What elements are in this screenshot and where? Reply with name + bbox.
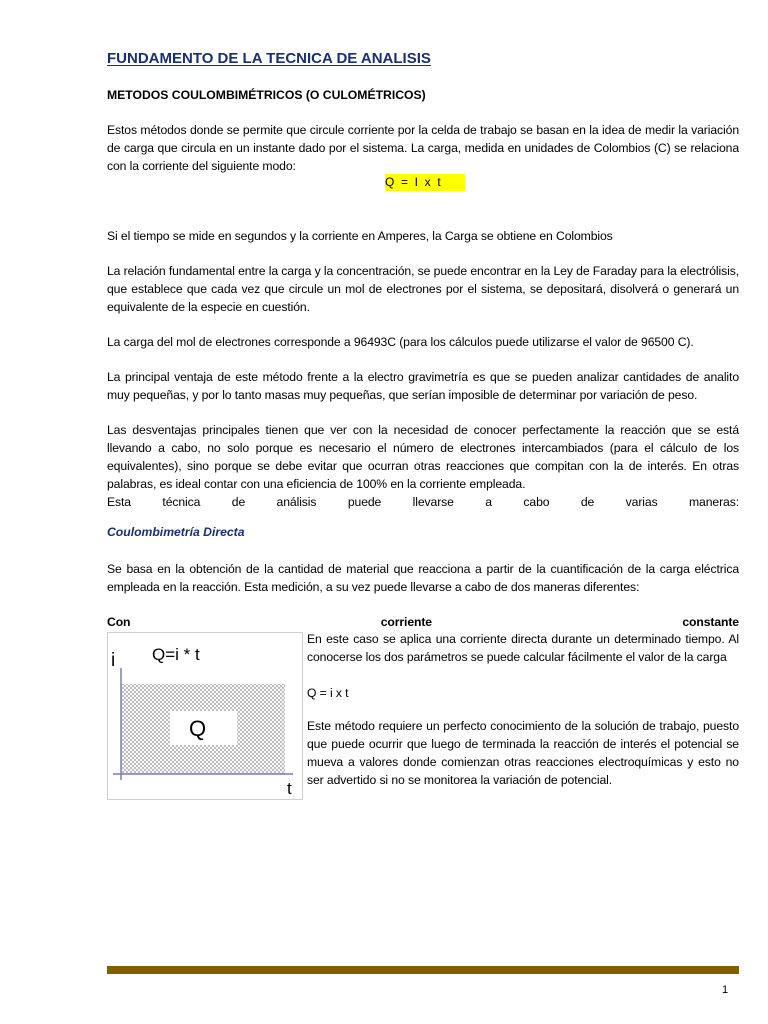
paragraph-mol-charge: La carga del mol de electrones corresponde a 96493C (para los cálculos puede utilizarse el valor de 96500 C). — [107, 335, 694, 349]
paragraph-intro: Estos métodos donde se permite que circule corriente por la celda de trabajo se basan en la idea de medir la variación de carga que circula en un instante dado por el sistema. La carga, medida en unidades de Colombios (C) se relaciona con la corriente del siguiente modo: — [107, 123, 739, 173]
paragraph-direct: Se basa en la obtención de la cantidad de material que reacciona a partir de la cuantificación de la carga eléctrica empleada en la reacción. Esta medición, a su vez puede llevarse a cabo de dos maneras diferentes: — [107, 562, 739, 594]
paragraph-disadvantages-last-line: Esta técnica de análisis puede llevarse a cabo de varias maneras: — [107, 495, 739, 509]
section-title-direct: Coulombimetría Directa — [107, 525, 245, 539]
subsection-constant-current: Con corriente constante — [107, 615, 739, 629]
paragraph-advantage: La principal ventaja de este método frente a la electro gravimetría es que se pueden analizar cantidades de analito muy pequeñas, y por lo tanto masas muy pequeñas, que serían imposible de determinar por variación de peso. — [107, 370, 739, 402]
charge-diagram — [107, 632, 303, 800]
side-formula: Q = i x t — [307, 686, 349, 700]
paragraph-requirements: Este método requiere un perfecto conocimiento de la solución de trabajo, puesto que puede ocurrir que luego de terminada la reacción de interés el potencial se mueva a valores donde comienzan otras reacciones electroquímicas y esto no ser advertido si no se monitorea la variación de potencial. — [307, 719, 739, 787]
x-axis-label: t — [287, 779, 292, 798]
footer-rule — [107, 966, 739, 974]
area-label: Q — [189, 716, 207, 741]
section-subheading: METODOS COULOMBIMÉTRICOS (O CULOMÉTRICOS) — [107, 88, 426, 102]
paragraph-constant-current: En este caso se aplica una corriente directa durante un determinado tiempo. Al conocerse los dos parámetros se puede calcular fácilmente el valor de la carga — [307, 632, 739, 664]
diagram-equation: Q=i * t — [152, 645, 200, 664]
highlighted-formula: Q = I x t — [385, 174, 465, 191]
y-axis-label: i — [111, 650, 116, 671]
document-title: FUNDAMENTO DE LA TECNICA DE ANALISIS — [107, 50, 431, 67]
paragraph-units: Si el tiempo se mide en segundos y la corriente en Amperes, la Carga se obtiene en Colombios — [107, 229, 613, 243]
paragraph-disadvantages: Las desventajas principales tienen que ver con la necesidad de conocer perfectamente la reacción que se está llevando a cabo, no solo porque es necesario el número de electrones intercambiados (para el cálculo de los equivalentes), sino porque se debe evitar que ocurran otras reacciones que compitan con la de interés. En otras palabras, es ideal contar con una eficiencia de 100% en la corriente empleada. — [107, 423, 739, 491]
page-number: 1 — [722, 984, 729, 996]
paragraph-faraday: La relación fundamental entre la carga y la concentración, se puede encontrar en la Ley de Faraday para la electrólisis, que establece que cada vez que circule un mol de electrones por el sistema, se depositará, disolverá o generará un equivalente de la especie en cuestión. — [107, 264, 739, 314]
